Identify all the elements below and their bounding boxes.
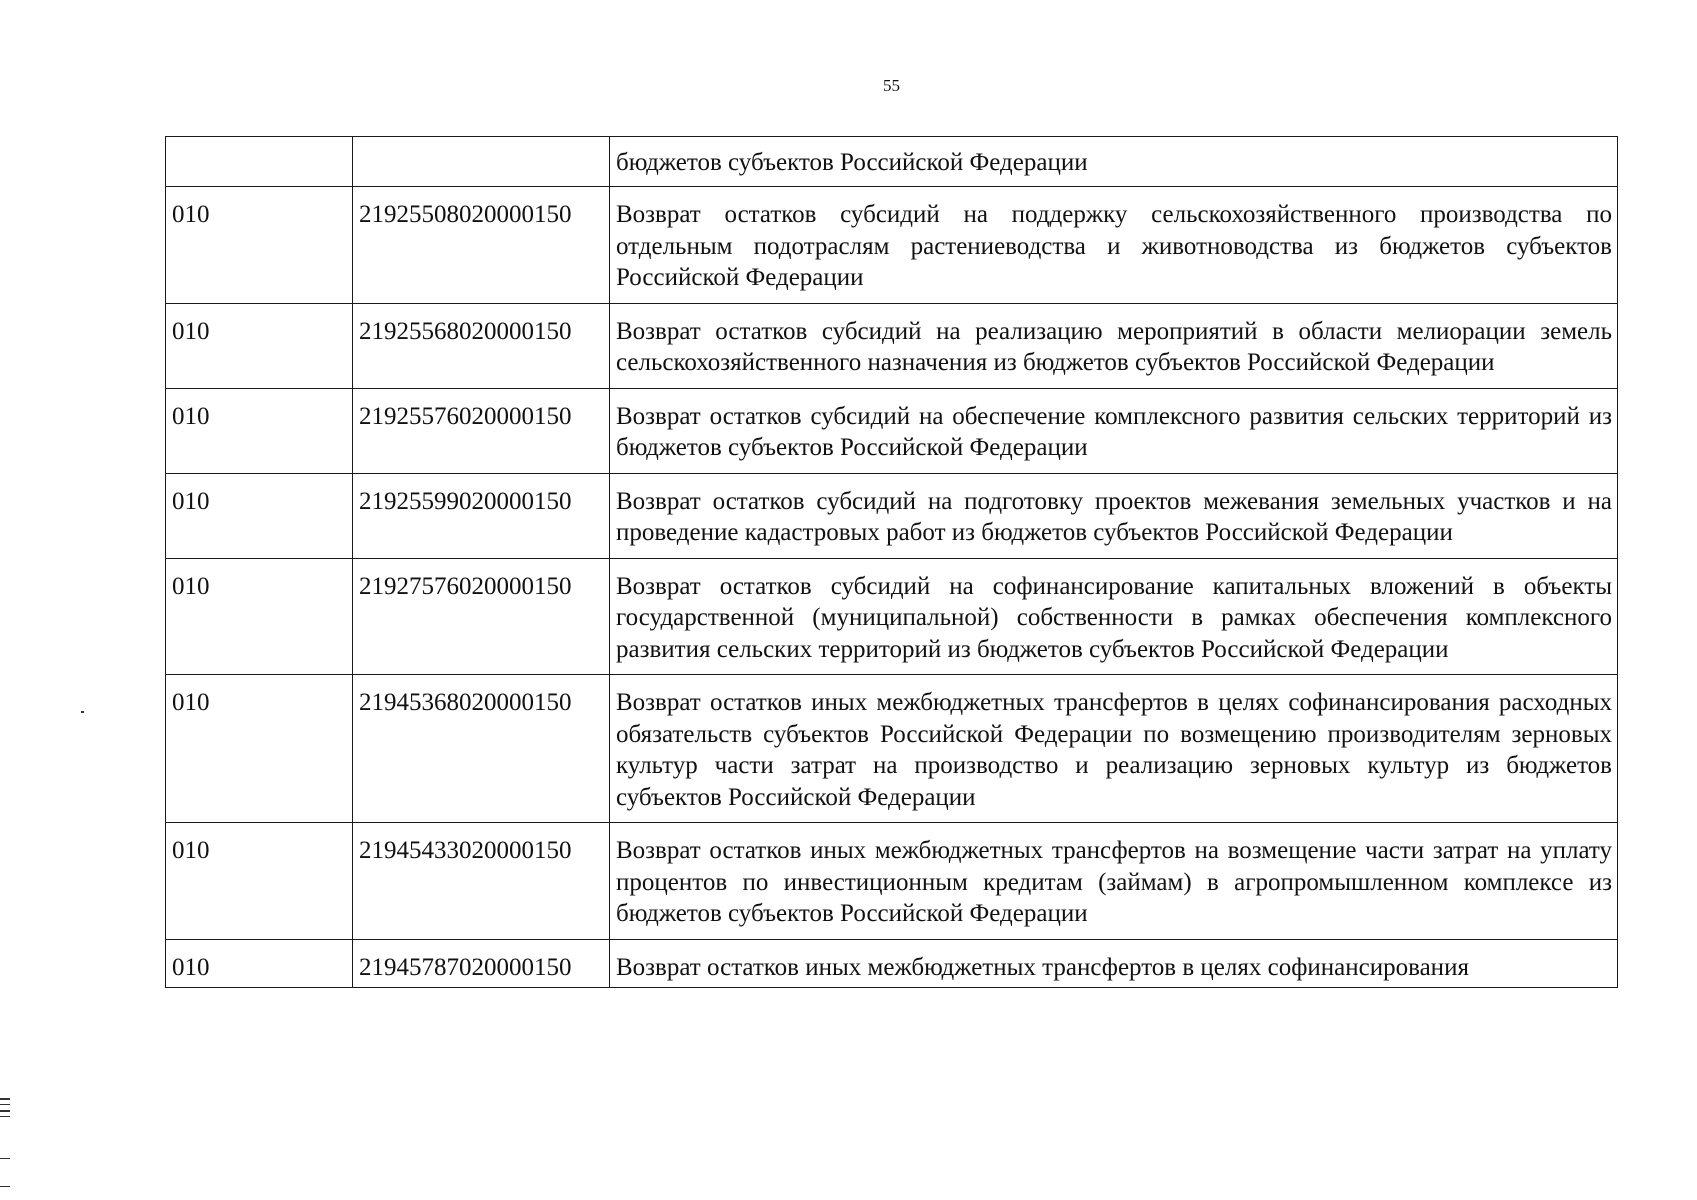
scan-binding-mark (0, 1158, 10, 1159)
scan-binding-mark (0, 1186, 10, 1187)
kbk-code-cell: 21925576020000150 (353, 388, 610, 473)
income-name-cell: бюджетов субъектов Российской Федерации (610, 137, 1618, 187)
kbk-code-cell (353, 137, 610, 187)
income-name-cell: Возврат остатков субсидий на реализацию мероприятий в области мелиорации земель сельскохозяйственного назначения из бюджетов субъектов Российской Федерации (610, 303, 1618, 388)
admin-code-cell: 010 (166, 558, 353, 675)
scan-binding-mark (0, 1098, 10, 1100)
kbk-code-cell: 21945368020000150 (353, 675, 610, 823)
table-row (166, 388, 1618, 473)
table-row (166, 558, 1618, 675)
scan-binding-mark (0, 1104, 10, 1105)
page-number: 55 (883, 76, 900, 95)
income-name-cell: Возврат остатков иных межбюджетных трансфертов в целях софинансирования (610, 939, 1618, 988)
admin-code-cell: 010 (166, 823, 353, 940)
table-row (166, 303, 1618, 388)
income-name-cell: Возврат остатков субсидий на подготовку проектов межевания земельных участков и на проведение кадастровых работ из бюджетов субъектов Российской Федерации (610, 473, 1618, 558)
scan-binding-mark (0, 1110, 10, 1112)
table-row (166, 823, 1618, 940)
table-row (166, 187, 1618, 304)
income-name-cell: Возврат остатков субсидий на поддержку сельскохозяйственного производства по отдельным подотраслям растениеводства и животноводства из бюджетов субъектов Российской Федерации (610, 187, 1618, 304)
table-row (166, 137, 1618, 187)
table-row (166, 939, 1618, 988)
table-row (166, 473, 1618, 558)
admin-code-cell (166, 137, 353, 187)
income-name-cell: Возврат остатков иных межбюджетных трансфертов в целях софинансирования расходных обязательств субъектов Российской Федерации по возмещению производителям зерновых культур части затрат на производство и реализацию зерновых культур из бюджетов субъектов Российской Федерации (610, 675, 1618, 823)
admin-code-cell: 010 (166, 187, 353, 304)
kbk-code-cell: 21945787020000150 (353, 939, 610, 988)
scan-binding-mark (0, 1116, 10, 1117)
scan-speck (81, 711, 84, 713)
admin-code-cell: 010 (166, 675, 353, 823)
kbk-code-cell: 21927576020000150 (353, 558, 610, 675)
admin-code-cell: 010 (166, 388, 353, 473)
admin-code-cell: 010 (166, 939, 353, 988)
admin-code-cell: 010 (166, 473, 353, 558)
income-name-cell: Возврат остатков иных межбюджетных трансфертов на возмещение части затрат на уплату процентов по инвестиционным кредитам (займам) в агропромышленном комплексе из бюджетов субъектов Российской Федерации (610, 823, 1618, 940)
kbk-code-cell: 21925568020000150 (353, 303, 610, 388)
income-name-cell: Возврат остатков субсидий на софинансирование капитальных вложений в объекты государственной (муниципальной) собственности в рамках обеспечения комплексного развития сельских территорий из бюджетов субъектов Российской Федерации (610, 558, 1618, 675)
kbk-code-cell: 21925599020000150 (353, 473, 610, 558)
income-name-cell: Возврат остатков субсидий на обеспечение комплексного развития сельских территорий из бюджетов субъектов Российской Федерации (610, 388, 1618, 473)
kbk-code-cell: 21945433020000150 (353, 823, 610, 940)
admin-code-cell: 010 (166, 303, 353, 388)
table-row (166, 675, 1618, 823)
budget-codes-table (165, 136, 1618, 988)
kbk-code-cell: 21925508020000150 (353, 187, 610, 304)
